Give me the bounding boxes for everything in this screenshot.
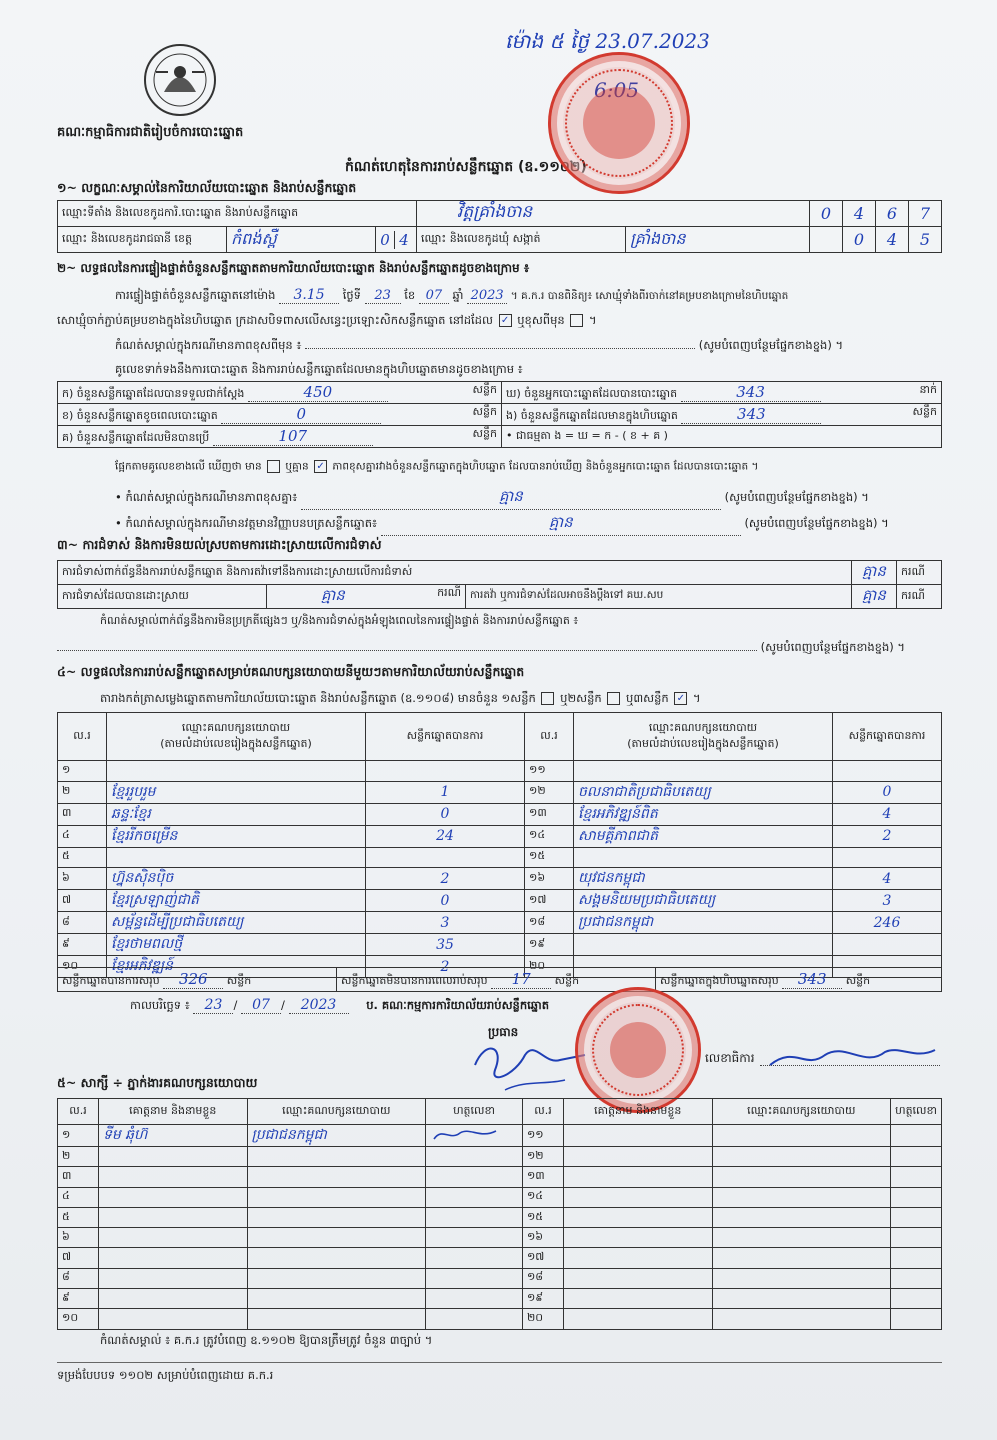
count-d-label: ឃ) ចំនួនអ្នកបោះឆ្នោតដែលបានបោះឆ្នោត xyxy=(506,386,678,400)
row2-code2-3: 5 xyxy=(909,227,942,253)
date-year: 2023 xyxy=(289,997,349,1014)
witness-party xyxy=(247,1309,426,1329)
result-row xyxy=(58,781,942,803)
section3-title: ៣~ ការជំទាស់ និងការមិនយល់ស្របតាមការដោះស្រាយលើការជំទាស់ xyxy=(57,537,382,552)
result-votes: 246 xyxy=(833,912,942,934)
has-diff-checkbox[interactable] xyxy=(267,460,280,473)
count-c-value: 107 xyxy=(213,427,373,446)
witness-name xyxy=(98,1187,247,1207)
section2-para3 xyxy=(115,338,945,355)
witness-party xyxy=(247,1187,426,1207)
para1-text-b: ថ្ងៃទី xyxy=(342,288,361,302)
results-table xyxy=(57,712,942,978)
result-votes xyxy=(833,761,942,782)
opt3-text: ឬ៣សន្លឹក xyxy=(626,691,669,705)
result-row xyxy=(58,761,942,782)
col-no-left: ល.រ xyxy=(58,713,107,761)
section2-para5 xyxy=(115,460,758,476)
witness-party xyxy=(712,1167,891,1187)
result-party: ប្រជាជនកម្ពុជា xyxy=(574,912,833,934)
witness-no: ៥ xyxy=(58,1207,99,1227)
witness-no: ២ xyxy=(58,1147,99,1167)
section1-title: ១~ លក្ខណៈសម្គាល់នៃការិយាល័យបោះឆ្នោត និងរាប់សន្លឹកឆ្នោត xyxy=(57,180,357,195)
result-votes: 1 xyxy=(366,781,525,803)
opt2-text: ឬ២សន្លឹក xyxy=(560,691,602,705)
objection-r1-label: ការជំទាស់ពាក់ព័ន្ធនឹងការរាប់សន្លឹកឆ្នោត និងការតវ៉ាទៅនឹងការដោះស្រាយលើការជំទាស់ xyxy=(58,561,852,585)
result-row xyxy=(58,847,942,868)
note2-value: គ្មាន xyxy=(381,513,741,536)
witness-signature xyxy=(891,1309,942,1329)
witness-name xyxy=(98,1147,247,1167)
sign-label: ប. គណៈកម្មការការិយាល័យរាប់សន្លឹកឆ្នោត xyxy=(366,998,550,1012)
witness-signature xyxy=(891,1187,942,1207)
total-valid-label: សន្លឹកឆ្នោតបានការសរុប xyxy=(62,973,160,987)
section2-title: ២~ លទ្ធផលនៃការផ្ទៀងផ្ទាត់ចំនួនសន្លឹកឆ្នោតតាមការិយាល័យបោះឆ្នោត និងរាប់សន្លឹកឆ្នោតដូចខាងក្រោម ៖ xyxy=(57,261,530,275)
result-votes: 3 xyxy=(833,890,942,912)
witness-row xyxy=(58,1147,942,1167)
row1-code-4: 7 xyxy=(909,201,942,227)
witness-signature xyxy=(891,1125,942,1147)
result-no: ៣ xyxy=(58,803,107,825)
witness-signature xyxy=(426,1147,523,1167)
result-party: សម្ព័ន្ធដើម្បីប្រជាធិបតេយ្យ xyxy=(107,912,366,934)
total-box-unit: សន្លឹក xyxy=(845,973,871,987)
witness-party xyxy=(247,1268,426,1288)
count-b-value: 0 xyxy=(221,405,381,424)
fill-note-1: (សូមបំពេញបន្ថែមផ្នែកខាងខ្នង) ។ xyxy=(698,338,844,352)
witness-no: ១៦ xyxy=(522,1228,563,1248)
objections-table xyxy=(57,560,942,609)
witness-no: ១១ xyxy=(522,1125,563,1147)
result-no: ១៥ xyxy=(525,847,574,868)
witness-no: ៨ xyxy=(58,1268,99,1288)
result-votes xyxy=(833,847,942,868)
result-no: ១០ xyxy=(58,956,107,978)
para1-text-c: ខែ xyxy=(404,288,416,302)
col-party-sub-right: (តាមលំដាប់លេខរៀងក្នុងសន្លឹកឆ្នោត) xyxy=(627,736,779,750)
form-title: កំណត់ហេតុនៃការរាប់សន្លឹកឆ្នោត (ឧ.១១០២) xyxy=(345,159,587,175)
verify-month: 07 xyxy=(419,288,449,304)
result-no: ១១ xyxy=(525,761,574,782)
total-invalid-value: 17 xyxy=(491,970,551,989)
witness-col-no-left: ល.រ xyxy=(58,1099,99,1125)
result-party: ហ្វ៊ុនស៊ិនប៉ិច xyxy=(107,868,366,890)
witness-signature xyxy=(426,1207,523,1227)
witness-signature xyxy=(891,1248,942,1268)
result-party xyxy=(107,761,366,782)
witness-party xyxy=(712,1187,891,1207)
result-no: ៦ xyxy=(58,868,107,890)
date-month: 07 xyxy=(241,997,281,1014)
witness-row xyxy=(58,1207,942,1227)
result-no: ១២ xyxy=(525,781,574,803)
witness-name xyxy=(98,1268,247,1288)
section5-title: ៥~ សាក្សី ÷ ភ្នាក់ងារគណបក្សនយោបាយ xyxy=(57,1075,258,1090)
result-party: ខ្មែរស្រឡាញ់ជាតិ xyxy=(107,890,366,912)
objection-r1-unit: ករណី xyxy=(897,561,942,585)
result-row xyxy=(58,912,942,934)
witness-signature xyxy=(891,1207,942,1227)
witness-signature xyxy=(426,1167,523,1187)
witness-name xyxy=(98,1207,247,1227)
secretary-label: លេខាធិការ xyxy=(705,1051,755,1065)
witness-party xyxy=(712,1309,891,1329)
witness-signature xyxy=(426,1309,523,1329)
witness-name xyxy=(563,1207,712,1227)
witness-signature xyxy=(426,1187,523,1207)
witness-name xyxy=(563,1228,712,1248)
row2-label2: ឈ្មោះ និងលេខកូដឃុំ សង្កាត់ xyxy=(417,227,626,253)
objection-r1-value: គ្មាន xyxy=(851,561,896,585)
result-party: សាមគ្គីភាពជាតិ xyxy=(574,825,833,847)
witness-signature xyxy=(891,1167,942,1187)
count-e-value: 343 xyxy=(681,405,821,424)
official-stamp-top xyxy=(548,52,690,194)
count-b-label: ខ) ចំនួនសន្លឹកឆ្នោតខូចពេលបោះឆ្នោត xyxy=(62,408,218,422)
unchanged-checkbox[interactable]: ✓ xyxy=(499,314,512,327)
result-no: ៩ xyxy=(58,934,107,956)
col-party-right: ឈ្មោះគណបក្សនយោបាយ xyxy=(648,720,758,734)
col-no-right: ល.រ xyxy=(525,713,574,761)
witness-party xyxy=(247,1228,426,1248)
objection-r2-value2: គ្មាន xyxy=(851,585,896,609)
witness-col-sig-left: ហត្ថលេខា xyxy=(426,1099,523,1125)
result-votes: 24 xyxy=(366,825,525,847)
result-no: ១ xyxy=(58,761,107,782)
objection-r2-unit: ករណី xyxy=(437,585,461,599)
para2-text: សោឃ្មុំចាក់ភ្ជាប់គម្របខាងក្នុងនៃហិបឆ្នោត ក្រដាសបិទពាសលើសន្ធេះប្រឡោះសិកសន្លឹកឆ្នោត នៅដដែល xyxy=(57,313,493,327)
para1-text-d: ឆ្នាំ xyxy=(452,288,464,302)
witness-party xyxy=(712,1147,891,1167)
result-party: ខ្មែរអភិវឌ្ឍន៍ពិត xyxy=(574,803,833,825)
witness-row xyxy=(58,1289,942,1309)
result-no: ១៨ xyxy=(525,912,574,934)
section2-para1 xyxy=(115,287,788,305)
witness-signature xyxy=(891,1147,942,1167)
count-e-unit: សន្លឹក xyxy=(912,404,937,418)
result-party xyxy=(107,847,366,868)
count-b-unit: សន្លឹក xyxy=(472,404,497,418)
witness-party xyxy=(712,1228,891,1248)
secretary-signature-icon xyxy=(765,1040,940,1075)
result-row xyxy=(58,868,942,890)
formula-note: • ជាធម្មតា ង = ឃ = ក - ( ខ + គ ) xyxy=(502,426,942,448)
witness-row xyxy=(58,1167,942,1187)
result-votes: 35 xyxy=(366,934,525,956)
result-no: ១៩ xyxy=(525,934,574,956)
section2-note2 xyxy=(115,513,889,536)
witness-name xyxy=(98,1289,247,1309)
date-day: 23 xyxy=(193,997,233,1014)
row1-label: ឈ្មោះទីតាំង និងលេខកូដការិ.បោះឆ្នោត និងរាប់សន្លឹកឆ្នោត xyxy=(58,201,417,227)
no-diff-checkbox[interactable]: ✓ xyxy=(314,460,327,473)
section4-intro: តារាងកត់ត្រាសម្លេងឆ្នោតតាមការិយាល័យបោះឆ្នោត និងរាប់សន្លឹកឆ្នោត (ឧ.១១០៨) មានចំនួន ១សន្លឹក ឬ២សន្លឹក ឬ៣សន្លឹក ✓ ។ xyxy=(100,691,701,705)
result-party: ឆន្ទៈខ្មែរ xyxy=(107,803,366,825)
row2-code-1: 0 xyxy=(376,231,395,249)
witness-no: ១៨ xyxy=(522,1268,563,1288)
witness-name xyxy=(563,1147,712,1167)
witness-row xyxy=(58,1125,942,1147)
result-party xyxy=(574,934,833,956)
result-row xyxy=(58,934,942,956)
result-party: យុវជនកម្ពុជា xyxy=(574,868,833,890)
verify-year: 2023 xyxy=(467,288,507,304)
result-votes: 2 xyxy=(366,956,525,978)
witness-signature xyxy=(891,1289,942,1309)
witness-row xyxy=(58,1309,942,1329)
result-votes: 0 xyxy=(366,890,525,912)
section2-para2: សោឃ្មុំចាក់ភ្ជាប់គម្របខាងក្នុងនៃហិបឆ្នោត ក្រដាសបិទពាសលើសន្ធេះប្រឡោះសិកសន្លឹកឆ្នោត នៅដដែល ✓ ឬខុសពីមុន ។ xyxy=(57,313,597,327)
witness-no: ៦ xyxy=(58,1228,99,1248)
verify-time: 3.15 xyxy=(279,287,339,304)
result-party: ខ្មែររួបរួម xyxy=(107,781,366,803)
row2-value: កំពង់ស្ពឺ xyxy=(227,227,376,253)
result-votes: 0 xyxy=(366,803,525,825)
result-row xyxy=(58,825,942,847)
section3-note-line xyxy=(57,640,942,657)
witness-no: ២០ xyxy=(522,1309,563,1329)
intro-text: តារាងកត់ត្រាសម្លេងឆ្នោតតាមការិយាល័យបោះឆ្នោត និងរាប់សន្លឹកឆ្នោត (ឧ.១១០៨) មានចំនួន ១សន្លឹក xyxy=(100,691,536,705)
witness-party xyxy=(247,1207,426,1227)
total-invalid-label: សន្លឹកឆ្នោតមិនបានការពេលរាប់សរុប xyxy=(341,973,488,987)
witness-name xyxy=(98,1167,247,1187)
witness-signature-icon xyxy=(430,1125,500,1143)
sheet3-checkbox[interactable]: ✓ xyxy=(674,692,687,705)
count-e-label: ង) ចំនួនសន្លឹកឆ្នោតដែលមានក្នុងហិបឆ្នោត xyxy=(506,408,678,422)
para3-text: កំណត់សម្គាល់ក្នុងករណីមានភាពខុសពីមុន ៖ xyxy=(115,338,302,352)
handwritten-date: ម៉ោង ៥ ថ្ងៃ 23.07.2023 xyxy=(505,29,710,53)
total-box-label: សន្លឹកឆ្នោតក្នុងហិបឆ្នោតសរុប xyxy=(660,973,779,987)
result-votes xyxy=(366,761,525,782)
witness-name xyxy=(563,1125,712,1147)
fill-note-2: (សូមបំពេញបន្ថែមផ្នែកខាងខ្នង) ។ xyxy=(724,490,869,504)
total-valid-value: 326 xyxy=(163,970,223,989)
witness-name xyxy=(98,1248,247,1268)
witness-name xyxy=(563,1187,712,1207)
result-row xyxy=(58,890,942,912)
col-party-left: ឈ្មោះគណបក្សនយោបាយ xyxy=(181,720,291,734)
col-votes-left: សន្លឹកឆ្នោតបានការ xyxy=(366,713,525,761)
result-votes: 0 xyxy=(833,781,942,803)
section1-table xyxy=(57,200,942,253)
witness-party xyxy=(712,1125,891,1147)
witness-signature xyxy=(891,1268,942,1288)
row2-code2-1: 0 xyxy=(843,227,876,253)
objection-r2-value: គ្មាន xyxy=(321,585,345,604)
handwritten-time: 6:05 xyxy=(594,78,639,102)
result-party: សង្គមនិយមប្រជាធិបតេយ្យ xyxy=(574,890,833,912)
witness-party xyxy=(247,1289,426,1309)
witness-no: ៧ xyxy=(58,1248,99,1268)
result-no: ២០ xyxy=(525,956,574,978)
verify-day: 23 xyxy=(365,288,401,304)
witness-party xyxy=(247,1147,426,1167)
count-d-unit: នាក់ xyxy=(919,382,937,396)
witness-signature xyxy=(426,1248,523,1268)
para2-opt: ឬខុសពីមុន xyxy=(517,313,565,327)
witness-signature xyxy=(426,1125,523,1147)
witness-col-party-right: ឈ្មោះគណបក្សនយោបាយ xyxy=(712,1099,891,1125)
section3-note: កំណត់សម្គាល់ពាក់ព័ន្ធនឹងការមិនប្រក្រតីផ្សេងៗ ឬ/និងការជំទាស់ក្នុងអំឡុងពេលនៃការផ្ទៀងផ្ទាត់ និងការរាប់សន្លឹកឆ្នោត ៖ xyxy=(100,614,579,627)
witness-name xyxy=(563,1167,712,1187)
witness-table xyxy=(57,1098,942,1330)
org-name: គណៈកម្មាធិការជាតិរៀបចំការបោះឆ្នោត xyxy=(57,125,244,140)
count-c-label: គ) ចំនួនសន្លឹកឆ្នោតដែលមិនបានប្រើ xyxy=(62,430,210,444)
result-votes: 2 xyxy=(366,868,525,890)
result-votes xyxy=(366,847,525,868)
result-row xyxy=(58,803,942,825)
witness-party xyxy=(712,1248,891,1268)
totals-table xyxy=(57,967,942,992)
witness-row xyxy=(58,1248,942,1268)
row2-value2: គ្រាំងចាន xyxy=(626,227,810,253)
objection-r2-label: ការជំទាស់ដែលបានដោះស្រាយ xyxy=(58,585,267,609)
para5-text-b: ឬគ្មាន xyxy=(285,460,309,473)
para1-text-a: ការផ្ទៀងផ្ទាត់ចំនួនសន្លឹកឆ្នោតនៅម៉ោង xyxy=(115,288,276,302)
witness-name xyxy=(563,1248,712,1268)
result-party: ខ្មែរថាមពលថ្មី xyxy=(107,934,366,956)
witness-no: ៩ xyxy=(58,1289,99,1309)
witness-party: ប្រជាជនកម្ពុជា xyxy=(247,1125,426,1147)
witness-no: ១០ xyxy=(58,1309,99,1329)
witness-party xyxy=(712,1207,891,1227)
col-party-sub-left: (តាមលំដាប់លេខរៀងក្នុងសន្លឹកឆ្នោត) xyxy=(160,736,312,750)
result-votes: 2 xyxy=(833,825,942,847)
witness-name xyxy=(98,1309,247,1329)
counts-table xyxy=(57,381,942,448)
witness-no: ១៤ xyxy=(522,1187,563,1207)
official-stamp-bottom xyxy=(575,987,701,1113)
witness-row xyxy=(58,1228,942,1248)
president-label: ប្រធាន xyxy=(488,1025,519,1039)
witness-name xyxy=(563,1268,712,1288)
witness-name xyxy=(563,1289,712,1309)
row2-code2-2: 4 xyxy=(876,227,909,253)
changed-checkbox[interactable] xyxy=(570,314,583,327)
date-line: កាលបរិច្ឆេទ ៖ 23 / 07 / 2023 ប. គណៈកម្មការការិយាល័យរាប់សន្លឹកឆ្នោត xyxy=(130,997,550,1013)
witness-party xyxy=(247,1248,426,1268)
para1-text-e: ។ គ.ក.រ បានពិនិត្យ៖ សោឃ្មុំទាំងពីរចាក់នៅគម្របខាងក្រោមនៃហិបឆ្នោត xyxy=(510,290,789,302)
footer-note: កំណត់សម្គាល់ ៖ គ.ក.រ ត្រូវបំពេញ ឧ.១១០២ ឱ្យបានត្រឹមត្រូវ ចំនួន ៣ច្បាប់ ។ xyxy=(100,1333,433,1347)
objection-r2-unit2: ករណី xyxy=(897,585,942,609)
witness-name xyxy=(563,1309,712,1329)
result-no: ១៧ xyxy=(525,890,574,912)
result-party xyxy=(574,847,833,868)
witness-col-no-right: ល.រ xyxy=(522,1099,563,1125)
count-d-value: 343 xyxy=(681,383,821,402)
witness-col-sig-right: ហត្ថលេខា xyxy=(891,1099,942,1125)
result-votes: 4 xyxy=(833,803,942,825)
result-votes: 3 xyxy=(366,912,525,934)
objection-r2-label2: ការតវ៉ា ឬការជំទាស់ដែលអាចនឹងប្តឹងទៅ គឃ.សប xyxy=(466,585,852,609)
witness-no: ១៣ xyxy=(522,1167,563,1187)
witness-col-party-left: ឈ្មោះគណបក្សនយោបាយ xyxy=(247,1099,426,1125)
witness-col-name-left: គោត្តនាម និងនាមខ្លួន xyxy=(98,1099,247,1125)
nec-emblem-icon xyxy=(142,42,218,118)
result-no: ៥ xyxy=(58,847,107,868)
witness-signature xyxy=(426,1228,523,1248)
row2-code-2: 4 xyxy=(399,230,409,249)
count-a-label: ក) ចំនួនសន្លឹកឆ្នោតដែលបានទទួលជាក់ស្តែង xyxy=(62,386,245,400)
row1-code-1: 0 xyxy=(810,201,843,227)
result-no: ៨ xyxy=(58,912,107,934)
witness-name: ទីម ឆុំហ៊ xyxy=(98,1125,247,1147)
section4-title: ៤~ លទ្ធផលនៃការរាប់សន្លឹកឆ្នោតសម្រាប់គណបក្សនយោបាយនីមួយៗតាមការិយាល័យរាប់សន្លឹកឆ្នោត xyxy=(57,664,525,679)
row1-code-3: 6 xyxy=(876,201,909,227)
footer-rule xyxy=(57,1362,942,1363)
count-c-unit: សន្លឹក xyxy=(472,426,497,440)
section2-note1 xyxy=(115,487,869,510)
witness-signature xyxy=(426,1268,523,1288)
witness-no: ១៧ xyxy=(522,1248,563,1268)
fill-note-4: (សូមបំពេញបន្ថែមផ្នែកខាងខ្នង) ។ xyxy=(760,640,905,654)
col-votes-right: សន្លឹកឆ្នោតបានការ xyxy=(833,713,942,761)
footer-note2: ទម្រង់បែបបទ ១១០២ សម្រាប់បំពេញដោយ គ.ក.រ xyxy=(57,1368,274,1382)
total-box-value: 343 xyxy=(782,970,842,989)
witness-party xyxy=(712,1289,891,1309)
witness-no: ១៥ xyxy=(522,1207,563,1227)
witness-party xyxy=(712,1268,891,1288)
total-valid-unit: សន្លឹក xyxy=(226,973,252,987)
result-no: ១៤ xyxy=(525,825,574,847)
witness-row xyxy=(58,1187,942,1207)
result-votes: 4 xyxy=(833,868,942,890)
witness-no: ១២ xyxy=(522,1147,563,1167)
witness-row xyxy=(58,1268,942,1288)
witness-no: ៤ xyxy=(58,1187,99,1207)
count-a-unit: សន្លឹក xyxy=(472,382,497,396)
sheet1-checkbox[interactable] xyxy=(541,692,554,705)
para5-text-c: ភាពខុសគ្នារវាងចំនួនសន្លឹកឆ្នោតក្នុងហិបឆ្នោត ដែលបានរាប់ឃើញ និងចំនួនអ្នកបោះឆ្នោត ដែលបានបោះឆ្នោត ។ xyxy=(332,460,759,473)
witness-party xyxy=(247,1167,426,1187)
sheet2-checkbox[interactable] xyxy=(607,692,620,705)
row1-code-2: 4 xyxy=(843,201,876,227)
note1-label: • កំណត់សម្គាល់ក្នុងករណីមានភាពខុសគ្នា៖ xyxy=(115,490,298,504)
witness-name xyxy=(98,1228,247,1248)
row1-value: វិត្តគ្រាំងចាន xyxy=(417,201,810,227)
para5-text-a: ផ្អែកតាមគូលេខខាងលើ ឃើញថា មាន xyxy=(115,460,262,473)
result-votes xyxy=(833,934,942,956)
witness-no: ១៩ xyxy=(522,1289,563,1309)
section2-para4: គូលេខទាក់ទងនឹងការបោះឆ្នោត និងការរាប់សន្លឹកឆ្នោតដែលមានក្នុងហិបឆ្នោតមានដូចខាងក្រោម ៖ xyxy=(115,362,523,376)
result-no: ៤ xyxy=(58,825,107,847)
witness-col-name-right: គោត្តនាម និងនាមខ្លួន xyxy=(563,1099,712,1125)
row2-label: ឈ្មោះ និងលេខកូដរាជធានី ខេត្ត xyxy=(58,227,227,253)
result-no: ១៣ xyxy=(525,803,574,825)
note2-label: • កំណត់សម្គាល់ក្នុងករណីមានវត្តមានវិញ្ញាបនបត្រសន្លឹកឆ្នោត៖ xyxy=(115,516,378,530)
result-no: ១៦ xyxy=(525,868,574,890)
total-invalid-unit: សន្លឹក xyxy=(554,973,580,987)
result-no: ៧ xyxy=(58,890,107,912)
result-party: ចលនាជាតិប្រជាធិបតេយ្យ xyxy=(574,781,833,803)
witness-signature xyxy=(891,1228,942,1248)
date-label: កាលបរិច្ឆេទ ៖ xyxy=(130,998,190,1012)
result-no: ២ xyxy=(58,781,107,803)
fill-note-3: (សូមបំពេញបន្ថែមផ្នែកខាងខ្នង) ។ xyxy=(744,516,889,530)
witness-no: ៣ xyxy=(58,1167,99,1187)
count-a-value: 450 xyxy=(248,383,388,402)
witness-no: ១ xyxy=(58,1125,99,1147)
result-party xyxy=(574,761,833,782)
result-party: ខ្មែរអភិវឌ្ឍន៍ xyxy=(107,956,366,978)
witness-signature xyxy=(426,1289,523,1309)
result-party: ខ្មែររីកចម្រើន xyxy=(107,825,366,847)
note1-value: គ្មាន xyxy=(301,487,721,510)
